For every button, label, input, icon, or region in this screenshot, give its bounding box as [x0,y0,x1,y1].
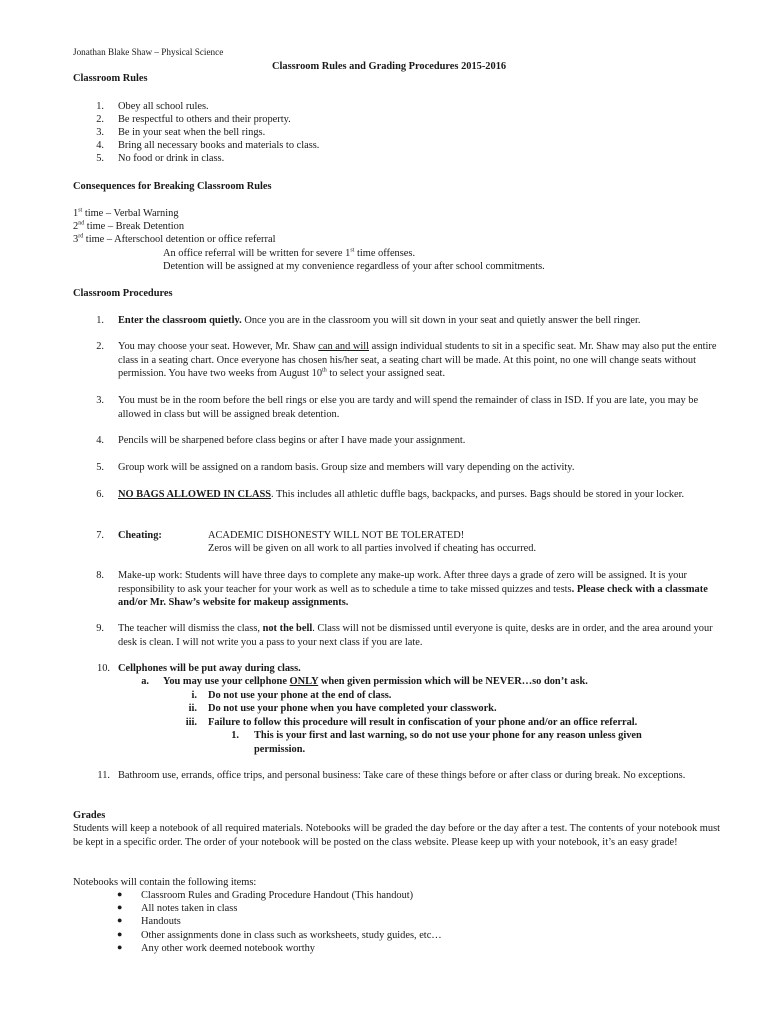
rule-text: Bring all necessary books and materials to class. [118,140,320,151]
bullet-icon: ● [117,889,123,899]
grades-paragraph: Students will keep a notebook of all required materials. Notebooks will be graded the day before or the day after a test. The contents of your notebook must be kept in a specific order. The order of your notebook will be posted on the class website. Please keep up with your notebook, it’s an easy grade! [73,823,721,848]
procedure-3: You must be in the room before the bell rings or else you are tardy and will spend the remainder of class in ISD. If you are late, you may be allowed in class but will be assigned break detention. [118,395,699,420]
subitem-number: 1. [231,730,239,741]
procedure-number: 4. [96,435,104,446]
procedure-number: 10. [97,663,110,674]
procedure-number: 9. [96,623,104,634]
procedure-number: 2. [96,341,104,352]
cellphone-title: Cellphones will be put away during class. [118,663,301,674]
grades-heading: Grades [73,810,106,821]
bullet-icon: ● [117,929,123,939]
subitem-number: a. [141,676,149,687]
rule-text: Obey all school rules. [118,101,209,112]
procedure-number: 11. [97,770,110,781]
procedure-6: NO BAGS ALLOWED IN CLASS. This includes all athletic duffle bags, backpacks, and purses. Bags should be stored in your locker. [118,489,685,500]
bullet-icon: ● [117,902,123,912]
list-item: Any other work deemed notebook worthy [141,943,316,954]
rule-number: 2. [96,114,104,125]
subitem-number: ii. [188,703,197,714]
list-item: Classroom Rules and Grading Procedure Handout (This handout) [141,890,414,901]
cheating-warning: ACADEMIC DISHONESTY WILL NOT BE TOLERATED! [208,530,465,541]
procedure-number: 8. [96,570,104,581]
cellphone-rule-a: You may use your cellphone ONLY when given permission which will be NEVER…so don’t ask. [163,676,588,687]
subitem-number: iii. [185,717,197,728]
rule-text: Be respectful to others and their property. [118,114,291,125]
detention-note: Detention will be assigned at my convenience regardless of your after school commitments. [163,261,545,272]
procedure-number: 1. [96,315,104,326]
office-referral-note: An office referral will be written for severe 1st time offenses. [163,247,416,259]
bullet-icon: ● [117,915,123,925]
cellphone-warning: This is your first and last warning, so do not use your phone for any reason unless given permission. [254,730,642,755]
rules-heading: Classroom Rules [73,73,148,84]
procedure-8: Make-up work: Students will have three days to complete any make-up work. After three days a grade of zero will be assigned. It is your responsibility to ask your teacher for your work as well as to schedule a time to take missed quizzes and tests. Please check with a classmate and/or Mr. Shaw’s website for makeup assignments. [118,570,708,608]
rule-number: 1. [96,101,104,112]
rule-number: 3. [96,127,104,138]
list-item: All notes taken in class [141,903,238,914]
procedure-number: 3. [96,395,104,406]
cheating-consequence: Zeros will be given on all work to all parties involved if cheating has occurred. [208,543,537,554]
rule-text: Be in your seat when the bell rings. [118,127,266,138]
cellphone-rule-iii: Failure to follow this procedure will result in confiscation of your phone and/or an office referral. [208,717,638,728]
bullet-icon: ● [117,942,123,952]
procedure-2: You may choose your seat. However, Mr. Shaw can and will assign individual students to sit in a specific seat. Mr. Shaw may also put the entire class in a seating chart. Once everyone has chosen his/her seat, a seating chart will be made. At this point, no one will change seats without permission. You have two weeks from August 10th to select your assigned seat. [118,341,717,379]
rule-number: 4. [96,140,104,151]
list-item: Handouts [141,916,181,927]
procedure-number: 5. [96,462,104,473]
consequence-first: 1st time – Verbal Warning [73,207,179,219]
cellphone-rule-i: Do not use your phone at the end of class. [208,690,392,701]
cheating-label: Cheating: [118,530,162,541]
author-line: Jonathan Blake Shaw – Physical Science [73,47,224,57]
procedure-number: 6. [96,489,104,500]
procedure-4: Pencils will be sharpened before class begins or after I have made your assignment. [118,435,466,446]
document-title: Classroom Rules and Grading Procedures 2015-2016 [272,61,507,72]
consequences-heading: Consequences for Breaking Classroom Rules [73,181,272,192]
procedure-1: Enter the classroom quietly. Once you are in the classroom you will sit down in your seat and quietly answer the bell ringer. [118,315,641,326]
consequence-second: 2nd time – Break Detention [73,220,185,232]
cellphone-rule-ii: Do not use your phone when you have completed your classwork. [208,703,497,714]
rule-text: No food or drink in class. [118,153,225,164]
procedure-9: The teacher will dismiss the class, not the bell. Class will not be dismissed until everyone is quite, desks are in order, and the area around your desk is clean. I will not write you a pass to your next class if you are late. [118,623,713,648]
procedure-11: Bathroom use, errands, office trips, and personal business: Take care of these things before or after class or during break. No exceptions. [118,770,686,781]
procedure-number: 7. [96,530,104,541]
notebook-list-intro: Notebooks will contain the following items: [73,877,257,888]
subitem-number: i. [191,690,197,701]
list-item: Other assignments done in class such as worksheets, study guides, etc… [141,930,442,941]
procedure-5: Group work will be assigned on a random basis. Group size and members will vary depending on the activity. [118,462,575,473]
rule-number: 5. [96,153,104,164]
procedures-heading: Classroom Procedures [73,288,173,299]
consequence-third: 3rd time – Afterschool detention or office referral [73,233,276,245]
